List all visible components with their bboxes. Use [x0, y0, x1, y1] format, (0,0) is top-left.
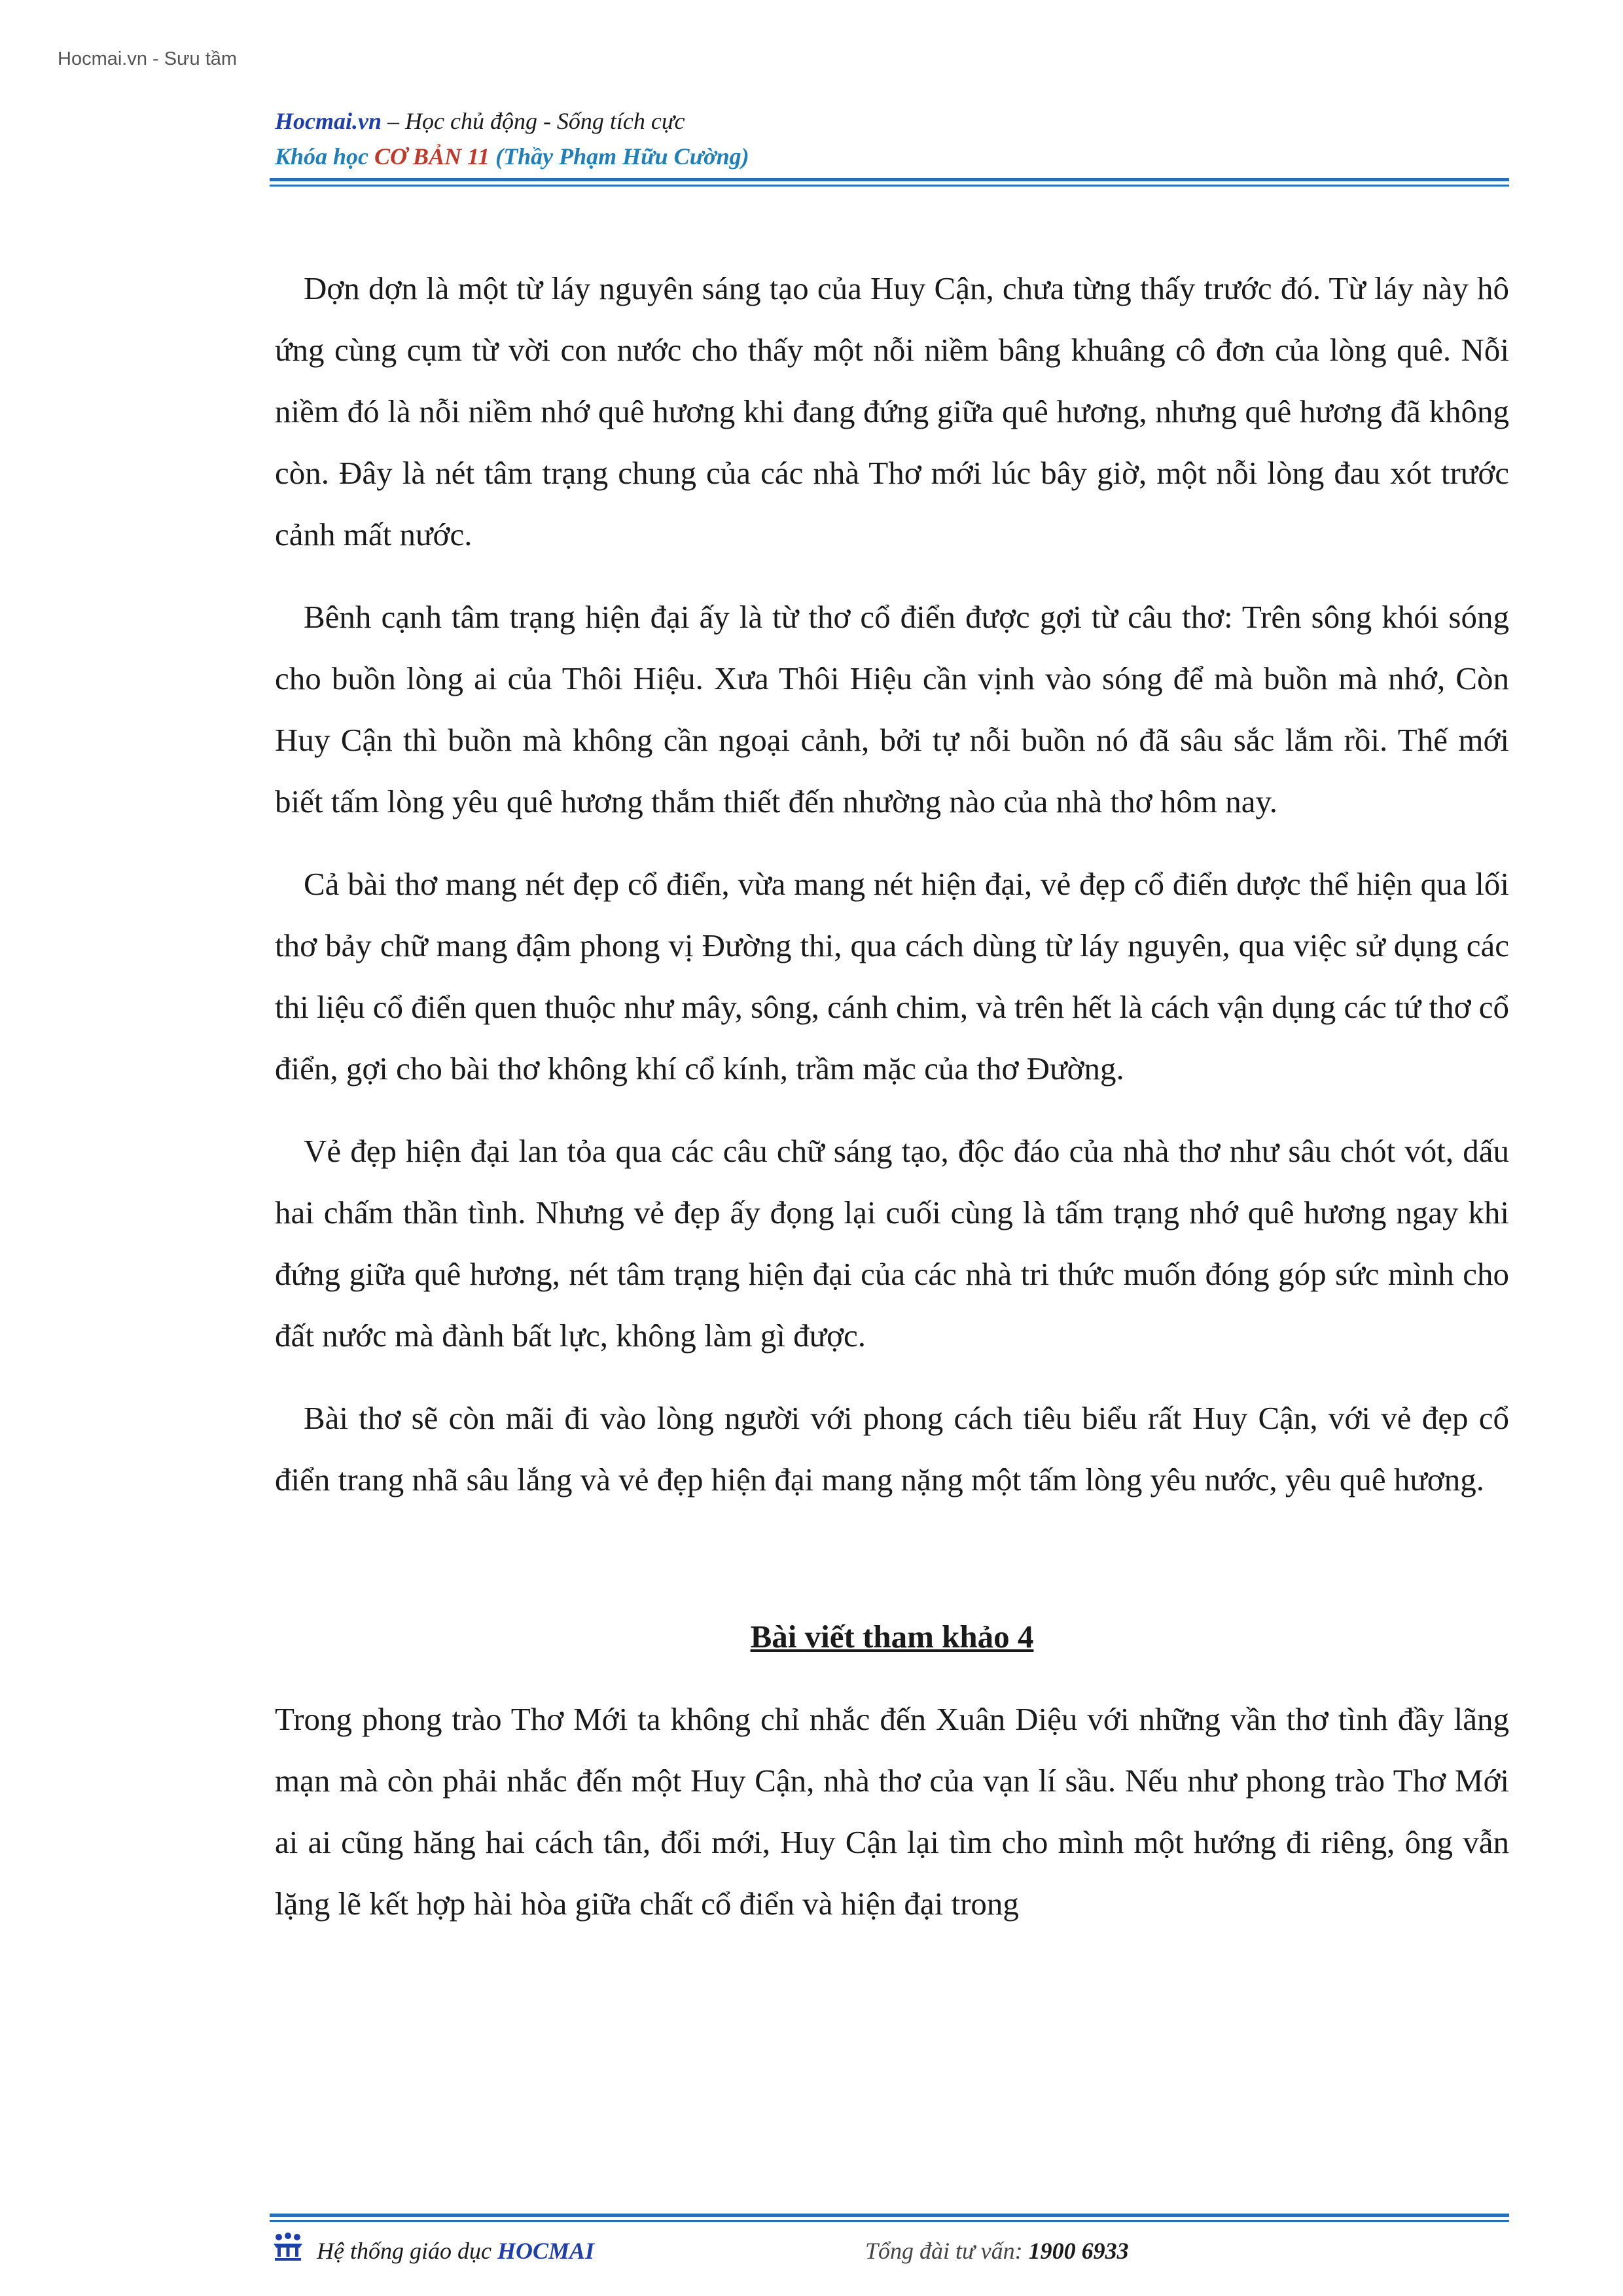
paragraph-2: Bênh cạnh tâm trạng hiện đại ấy là từ thơ cổ điển được gợi từ câu thơ: Trên sông khói sóng cho buồn lòng ai của Thôi Hiệu. Xưa Thôi Hiệu cần vịnh vào sóng để mà buồn mà nhớ, Còn Huy Cận thì buồn mà không cần ngoại cảnh, bởi tự nỗi buồn nó đã sâu sắc lắm rồi. Thế mới biết tấm lòng yêu quê hương thắm thiết đến nhường nào của nhà thơ hôm nay.	[275, 599, 1509, 819]
header-slogan: – Học chủ động - Sống tích cực	[381, 108, 685, 134]
footer-hotline-number: 1900 6933	[1028, 2238, 1129, 2264]
watermark-source: Hocmai.vn - Sưu tầm	[58, 48, 238, 69]
section-title: Bài viết tham khảo 4	[750, 1619, 1034, 1655]
document-body	[275, 258, 1509, 1956]
footer-rule	[270, 2214, 1509, 2222]
footer-system-brand: HOCMAI	[497, 2238, 595, 2264]
footer-system-prefix: Hệ thống giáo dục	[317, 2238, 497, 2264]
paragraph-4: Vẻ đẹp hiện đại lan tỏa qua các câu chữ sáng tạo, độc đáo của nhà thơ như sâu chót vót, dấu hai chấm thần tình. Nhưng vẻ đẹp ấy đọng lại cuối cùng là tấm trạng nhớ quê hương ngay khi đứng giữa quê hương, nét tâm trạng hiện đại của các nhà tri thức muốn đóng góp sức mình cho đất nước mà đành bất lực, không làm gì được.	[275, 1133, 1509, 1354]
section-paragraph: Trong phong trào Thơ Mới ta không chỉ nhắc đến Xuân Diệu với những vần thơ tình đầy lãng mạn mà còn phải nhắc đến một Huy Cận, nhà thơ của vạn lí sầu. Nếu như phong trào Thơ Mới ai ai cũng hăng hai cách tân, đổi mới, Huy Cận lại tìm cho mình một hướng đi riêng, ông vẫn lặng lẽ kết hợp hài hòa giữa chất cổ điển và hiện đại trong	[275, 1701, 1509, 1922]
header-brand: Hocmai.vn	[275, 108, 382, 134]
paragraph-5: Bài thơ sẽ còn mãi đi vào lòng người với phong cách tiêu biểu rất Huy Cận, với vẻ đẹp cổ điển trang nhã sâu lắng và vẻ đẹp hiện đại mang nặng một tấm lòng yêu nước, yêu quê hương.	[275, 1400, 1509, 1498]
hocmai-logo-icon	[271, 2232, 305, 2262]
header-course-prefix: Khóa học	[275, 143, 375, 170]
paragraph-3: Cả bài thơ mang nét đẹp cổ điển, vừa mang nét hiện đại, vẻ đẹp cổ điển dược thể hiện qua lối thơ bảy chữ mang đậm phong vị Đường thi, qua cách dùng từ láy nguyên, qua việc sử dụng các thi liệu cổ điển quen thuộc như mây, sông, cánh chim, và trên hết là cách vận dụng các tứ thơ cổ điển, gợi cho bài thơ không khí cổ kính, trầm mặc của thơ Đường.	[275, 866, 1509, 1086]
footer-system	[317, 2237, 594, 2265]
header-teacher: (Thầy Phạm Hữu Cường)	[490, 143, 749, 170]
header-course-line	[275, 143, 749, 170]
footer-hotline	[865, 2237, 1129, 2265]
paragraph-1: Dợn dợn là một từ láy nguyên sáng tạo của Huy Cận, chưa từng thấy trước đó. Từ láy này hô ứng cùng cụm từ vời con nước cho thấy một nỗi niềm bâng khuâng cô đơn của lòng quê. Nỗi niềm đó là nỗi niềm nhớ quê hương khi đang đứng giữa quê hương, nhưng quê hương đã không còn. Đây là nét tâm trạng chung của các nhà Thơ mới lúc bây giờ, một nỗi lòng đau xót trước cảnh mất nước.	[275, 270, 1509, 552]
footer-hotline-label: Tổng đài tư vấn:	[865, 2238, 1029, 2264]
header-slogan-line	[275, 107, 685, 135]
header-rule	[270, 178, 1509, 187]
header-course-name: CƠ BẢN 11	[374, 143, 490, 170]
